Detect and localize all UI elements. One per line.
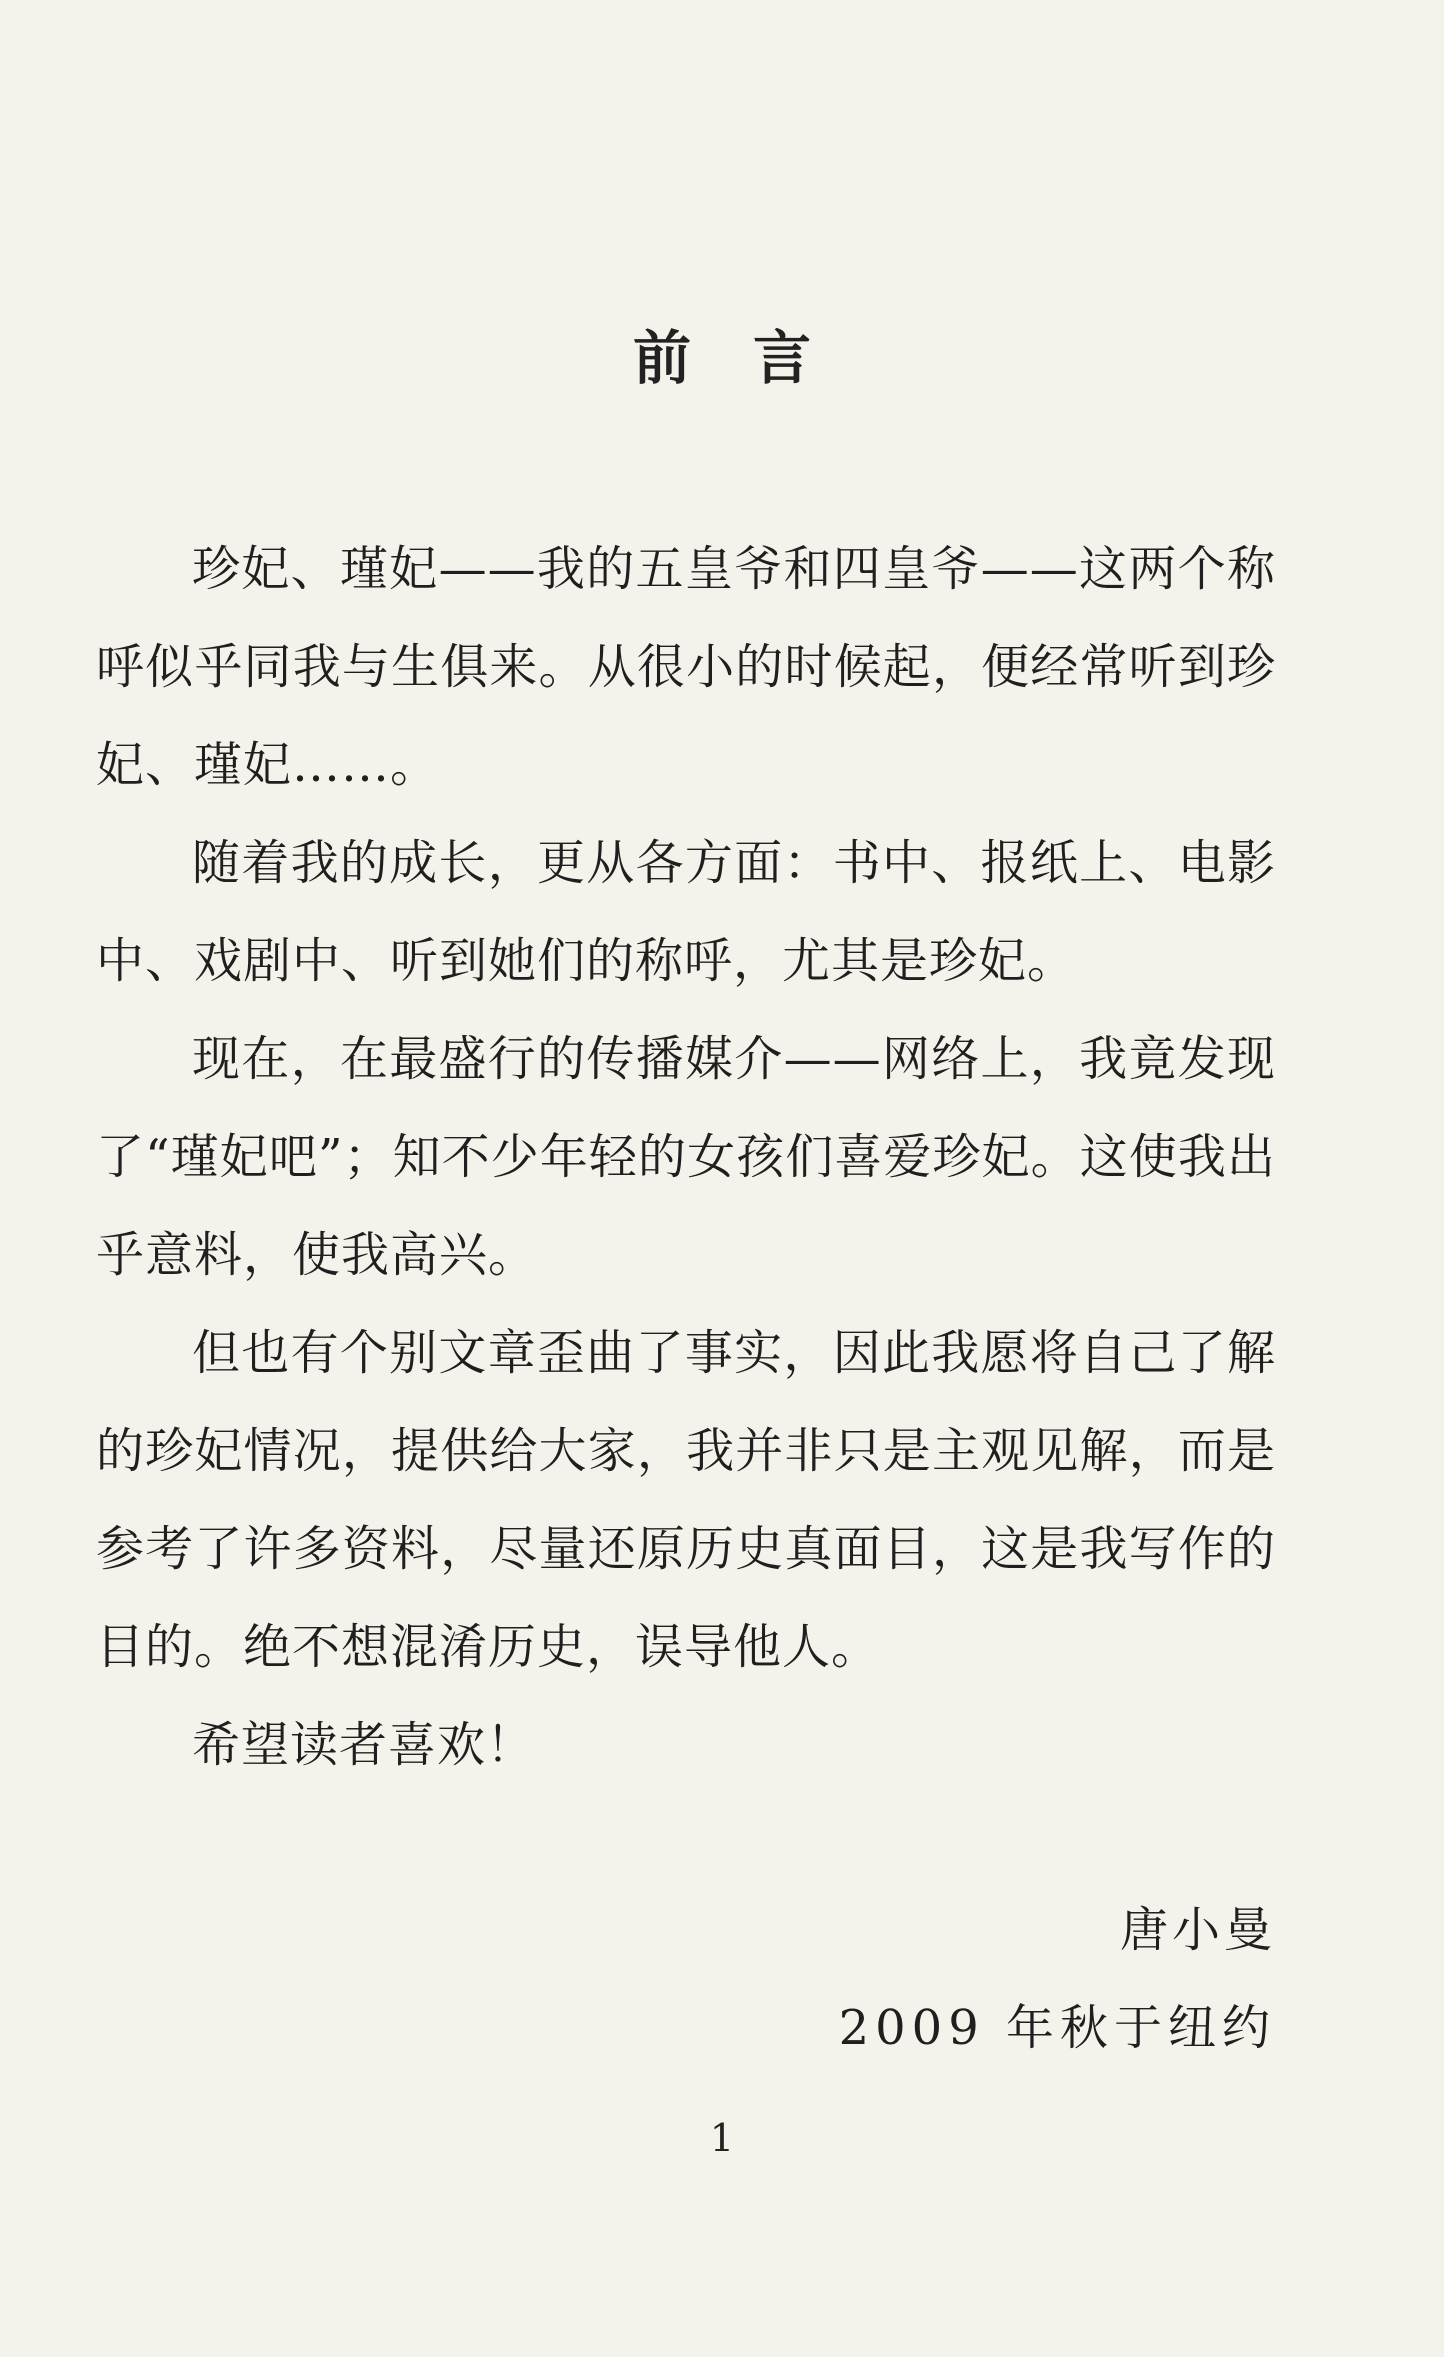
paragraph-1: 珍妃、瑾妃——我的五皇爷和四皇爷——这两个称呼似乎同我与生俱来。从很小的时候起，便经常听到珍妃、瑾妃……。 — [96, 541, 1276, 793]
page-title: 前言 — [632, 324, 873, 392]
author-signature: 唐小曼 — [1119, 1902, 1276, 1958]
paragraph-4: 但也有个别文章歪曲了事实，因此我愿将自己了解的珍妃情况，提供给大家，我并非只是主观见解，而是参考了许多资料，尽量还原历史真面目，这是我写作的目的。绝不想混淆历史，误导他人。 — [96, 1325, 1276, 1675]
paragraph-3: 现在，在最盛行的传播媒介——网络上，我竟发现了“瑾妃吧”；知不少年轻的女孩们喜爱珍妃。这使我出乎意料，使我高兴。 — [96, 1031, 1276, 1283]
date-place: 2009 年秋于纽约 — [838, 2000, 1276, 2056]
page-number: 1 — [709, 2116, 735, 2160]
paragraph-5: 希望读者喜欢！ — [192, 1717, 536, 1773]
preface-body — [96, 520, 1276, 1794]
paragraph-2: 随着我的成长，更从各方面：书中、报纸上、电影中、戏剧中、听到她们的称呼，尤其是珍妃。 — [96, 835, 1276, 989]
